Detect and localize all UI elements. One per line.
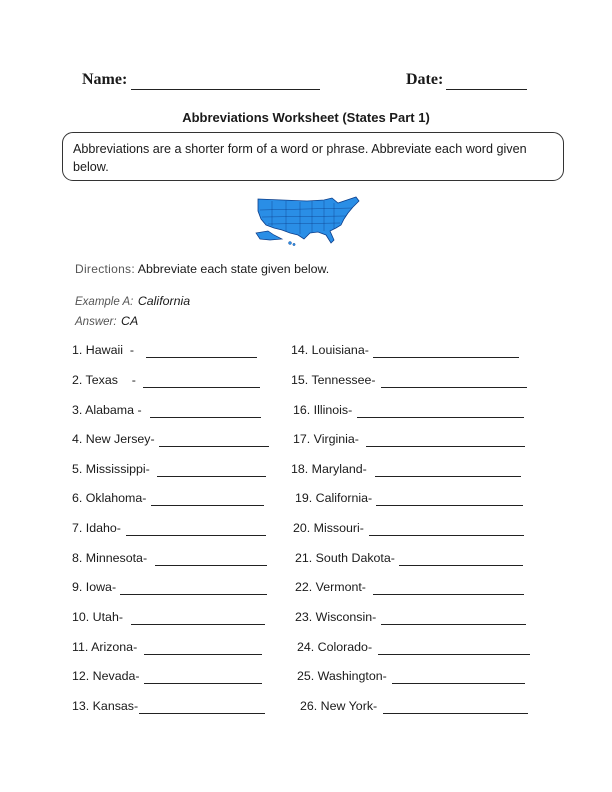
list-item: 13. Kansas-	[72, 699, 139, 713]
list-item: 23. Wisconsin-	[295, 610, 377, 624]
answer-value: CA	[121, 314, 139, 328]
answer-field[interactable]	[366, 446, 525, 447]
answer-field[interactable]	[144, 654, 262, 655]
list-item: 21. South Dakota-	[295, 551, 395, 565]
list-item: 1. Hawaii -	[72, 343, 134, 357]
us-map-icon	[252, 195, 362, 247]
list-item: 20. Missouri-	[293, 521, 364, 535]
list-item: 16. Illinois-	[293, 403, 353, 417]
list-item: 4. New Jersey-	[72, 432, 155, 446]
example-label: Example A:	[75, 296, 134, 308]
name-label: Name:	[82, 71, 128, 88]
list-item: 25. Washington-	[297, 669, 387, 683]
hawaii-shape	[289, 242, 292, 245]
list-item: 2. Texas -	[72, 373, 136, 387]
answer-field[interactable]	[150, 417, 261, 418]
answer-field[interactable]	[146, 357, 257, 358]
list-item: 15. Tennessee-	[291, 373, 376, 387]
answer-field[interactable]	[155, 565, 267, 566]
answer-row	[75, 312, 138, 330]
answer-field[interactable]	[131, 624, 265, 625]
list-item: 9. Iowa-	[72, 580, 117, 594]
list-item: 8. Minnesota-	[72, 551, 148, 565]
list-item: 24. Colorado-	[297, 640, 373, 654]
list-item: 22. Vermont-	[295, 580, 366, 594]
answer-field[interactable]	[143, 387, 260, 388]
list-item: 10. Utah-	[72, 610, 123, 624]
answer-label: Answer:	[75, 316, 117, 328]
list-item: 3. Alabama -	[72, 403, 142, 417]
directions-label: Directions:	[75, 262, 135, 276]
list-item: 17. Virginia-	[293, 432, 359, 446]
list-item: 11. Arizona-	[72, 640, 138, 654]
answer-field[interactable]	[375, 476, 521, 477]
answer-field[interactable]	[369, 535, 524, 536]
answer-field[interactable]	[151, 505, 264, 506]
answer-field[interactable]	[378, 654, 530, 655]
list-item: 6. Oklahoma-	[72, 491, 147, 505]
date-field[interactable]	[446, 89, 527, 90]
answer-field[interactable]	[139, 713, 265, 714]
directions-text: Abbreviate each state given below.	[137, 262, 330, 276]
date-label: Date:	[406, 71, 444, 88]
list-item: 5. Mississippi-	[72, 462, 150, 476]
list-item: 18. Maryland-	[291, 462, 367, 476]
example-value: California	[137, 294, 191, 308]
alaska-shape	[256, 231, 282, 240]
answer-field[interactable]	[157, 476, 266, 477]
example-row	[75, 292, 190, 310]
list-item: 26. New York-	[300, 699, 378, 713]
name-field[interactable]	[131, 89, 320, 90]
answer-field[interactable]	[381, 624, 526, 625]
answer-field[interactable]	[373, 594, 524, 595]
answer-field[interactable]	[120, 594, 267, 595]
answer-field[interactable]	[126, 535, 266, 536]
intro-text: Abbreviations are a shorter form of a word or phrase. Abbreviate each word given below.	[73, 142, 527, 174]
answer-field[interactable]	[373, 357, 519, 358]
answer-field[interactable]	[399, 565, 523, 566]
worksheet-title: Abbreviations Worksheet (States Part 1)	[182, 110, 430, 125]
answer-field[interactable]	[381, 387, 527, 388]
answer-field[interactable]	[392, 683, 525, 684]
answer-field[interactable]	[383, 713, 528, 714]
answer-field[interactable]	[376, 505, 523, 506]
directions	[75, 262, 329, 276]
answer-field[interactable]	[144, 683, 262, 684]
answer-field[interactable]	[357, 417, 524, 418]
list-item: 7. Idaho-	[72, 521, 121, 535]
list-item: 14. Louisiana-	[291, 343, 369, 357]
answer-field[interactable]	[159, 446, 269, 447]
list-item: 19. California-	[295, 491, 373, 505]
list-item: 12. Nevada-	[72, 669, 140, 683]
